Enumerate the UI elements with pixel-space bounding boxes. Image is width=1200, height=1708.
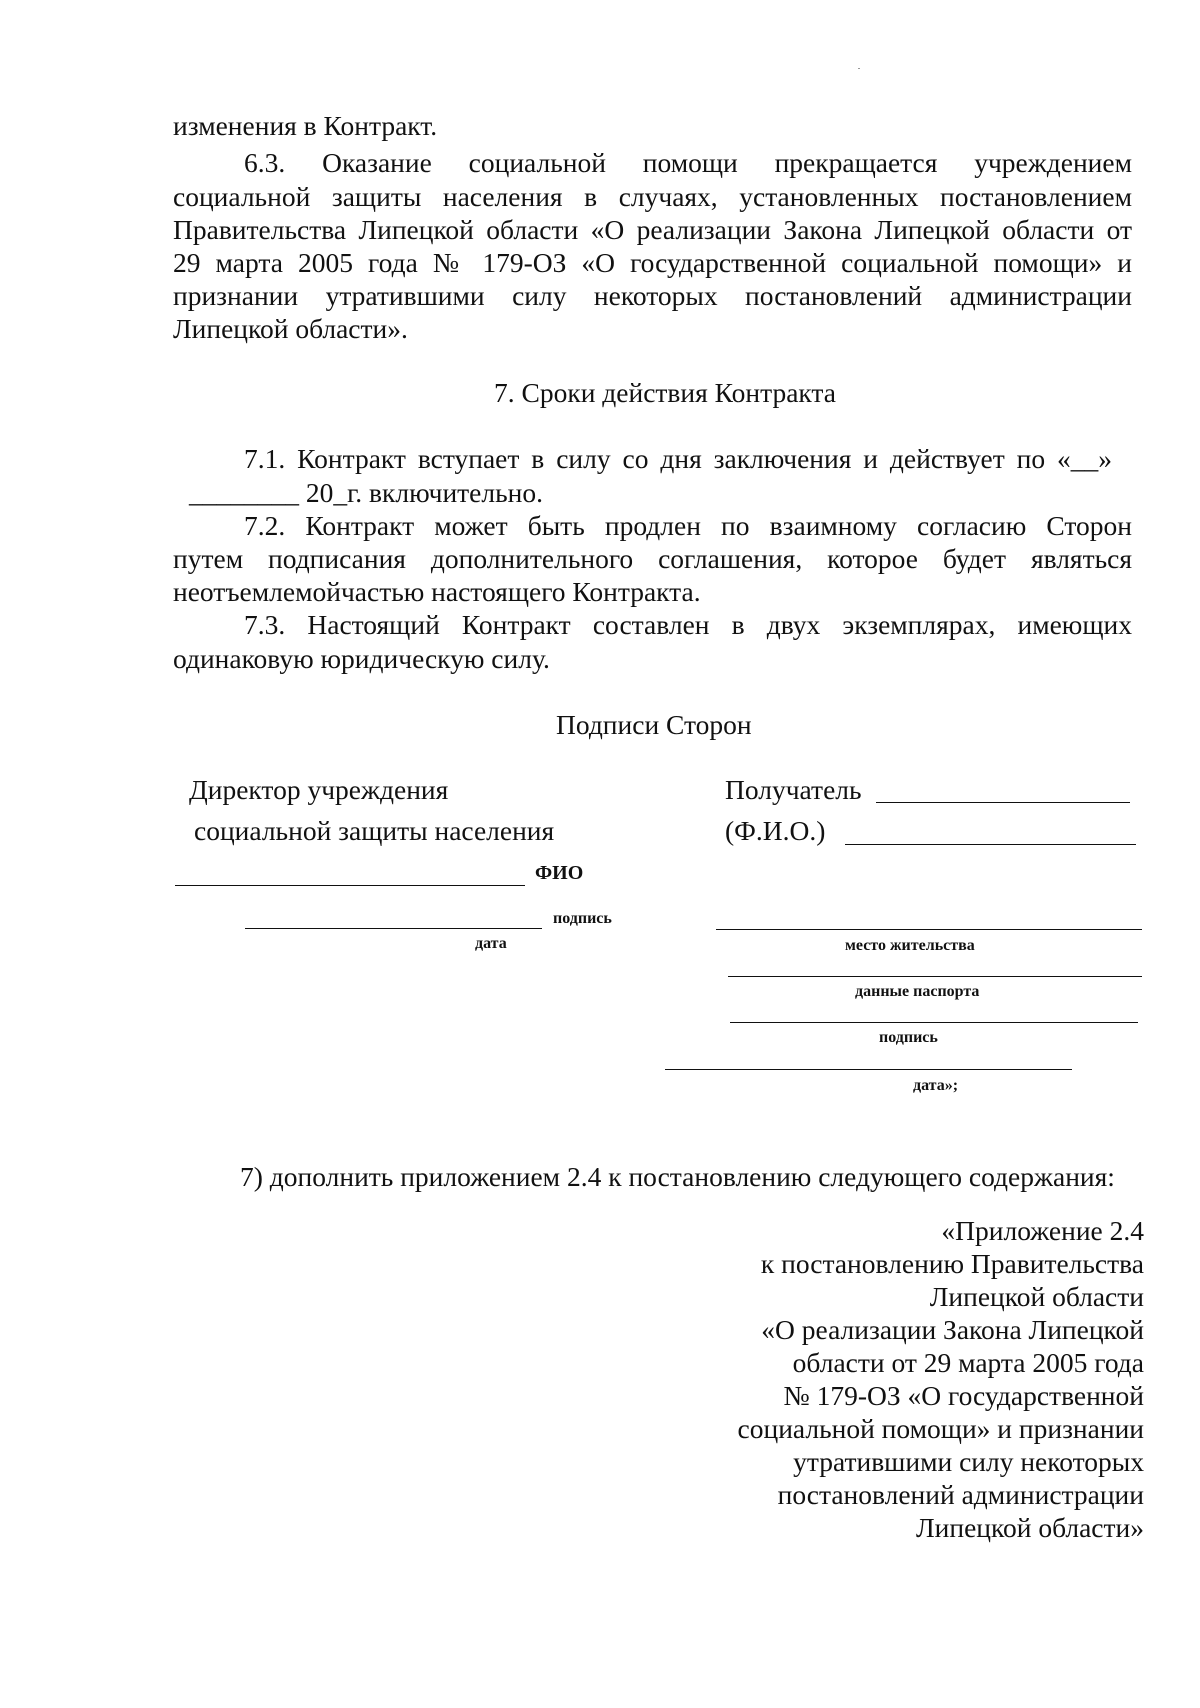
paragraph-7-1-line: 7.1. Контракт вступает в силу со дня заключения и действует по «__» xyxy=(244,443,1112,474)
appendix-heading-line: утратившими силу некоторых xyxy=(793,1446,1144,1477)
residence-line xyxy=(716,929,1142,930)
paragraph-7-1-line: ________ 20_г. включительно. xyxy=(189,477,543,508)
appendix-heading-line: Липецкой области xyxy=(929,1281,1144,1312)
residence-caption: место жительства xyxy=(845,937,975,954)
appendix-heading-line: к постановлению Правительства xyxy=(760,1248,1144,1279)
recipient-signature-line xyxy=(730,1022,1138,1023)
recipient-date-caption: дата»; xyxy=(913,1077,959,1094)
appendix-heading-line: «О реализации Закона Липецкой xyxy=(761,1314,1144,1345)
paragraph-6-3-line: 6.3. Оказание социальной помощи прекращается учреждением xyxy=(244,147,1132,178)
fio-line xyxy=(845,844,1136,845)
recipient-label: Получатель xyxy=(725,774,862,805)
passport-caption: данные паспорта xyxy=(855,983,980,1000)
fio-caption: ФИО xyxy=(535,862,584,884)
recipient-date-line xyxy=(665,1069,1072,1070)
fio-signature-line xyxy=(175,885,525,886)
fio-label: (Ф.И.О.) xyxy=(725,815,826,846)
appendix-heading-line: Липецкой области» xyxy=(916,1512,1144,1543)
signatures-title: Подписи Сторон xyxy=(556,709,752,740)
signature-line xyxy=(245,928,542,929)
appendix-heading-line: «Приложение 2.4 xyxy=(941,1215,1144,1246)
paragraph-6-3-line: социальной защиты населения в случаях, установленных постановлением xyxy=(173,181,1132,212)
paragraph-6-3-line: признании утратившими силу некоторых постановлений администрации xyxy=(173,280,1132,311)
paragraph-7-2-line: 7.2. Контракт может быть продлен по взаимному согласию Сторон xyxy=(244,510,1132,541)
item-7-text: 7) дополнить приложением 2.4 к постановлению следующего содержания: xyxy=(240,1161,1115,1192)
recipient-line xyxy=(876,802,1130,803)
paragraph-6-3-line: Липецкой области». xyxy=(173,313,408,344)
paragraph-7-3-line: одинаковую юридическую силу. xyxy=(173,643,550,674)
signature-caption: подпись xyxy=(553,910,612,927)
scan-speck xyxy=(858,68,860,69)
passport-line xyxy=(728,976,1142,977)
paragraph-7-2-line: неотъемлемойчастью настоящего Контракта. xyxy=(173,576,701,607)
paragraph-6-3-line: Правительства Липецкой области «О реализации Закона Липецкой области от xyxy=(173,214,1132,245)
section-7-title: 7. Сроки действия Контракта xyxy=(494,377,836,408)
appendix-heading-line: постановлений администрации xyxy=(777,1479,1144,1510)
appendix-heading-line: социальной помощи» и признании xyxy=(737,1413,1144,1444)
paragraph-6-3-line: 29 марта 2005 года № 179-ОЗ «О государственной социальной помощи» и xyxy=(173,247,1132,278)
date-caption: дата xyxy=(475,935,507,952)
paragraph-7-3-line: 7.3. Настоящий Контракт составлен в двух экземплярах, имеющих xyxy=(244,609,1132,640)
intro-line: изменения в Контракт. xyxy=(173,110,438,141)
director-title-line: Директор учреждения xyxy=(189,774,449,805)
appendix-heading xyxy=(600,1215,1144,1555)
appendix-heading-line: области от 29 марта 2005 года xyxy=(792,1347,1144,1378)
paragraph-7-2-line: путем подписания дополнительного соглашения, которое будет являться xyxy=(173,543,1132,574)
recipient-signature-caption: подпись xyxy=(879,1029,938,1046)
appendix-heading-line: № 179-ОЗ «О государственной xyxy=(783,1380,1144,1411)
director-title-line: социальной защиты населения xyxy=(194,815,555,846)
